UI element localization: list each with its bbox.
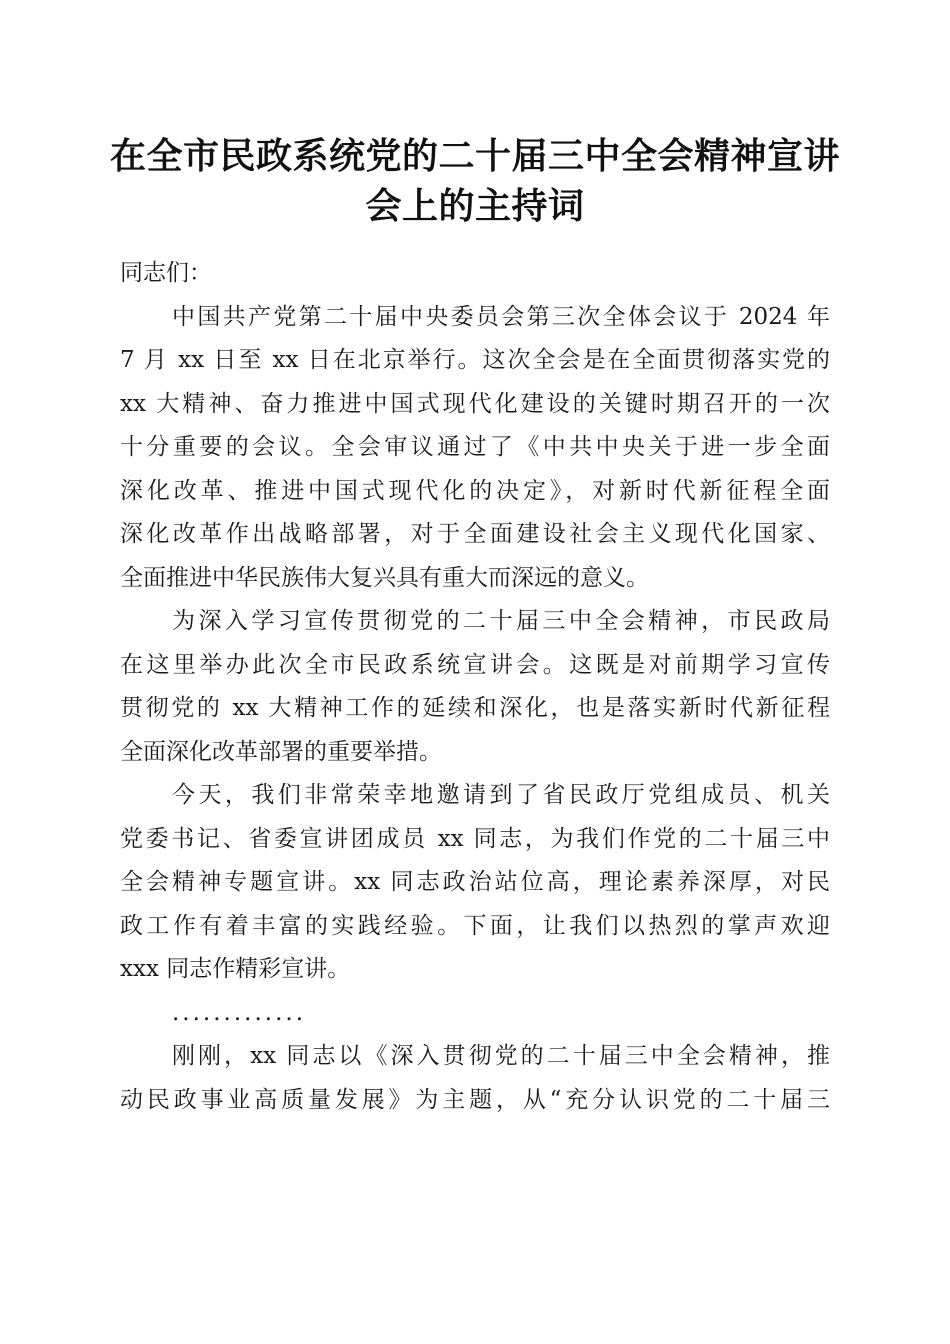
- paragraph-2: [120, 600, 830, 774]
- paragraph-line: 十分重要的会议。全会审议通过了《中共中央关于进一步全面: [120, 434, 830, 460]
- paragraph-line: 深化改革、推进中国式现代化的决定》，对新时代新征程全面: [120, 477, 830, 504]
- paragraph-line: 政工作有着丰富的实践经验。下面，让我们以热烈的掌声欢迎: [120, 912, 830, 939]
- paragraph-line: 贯彻党的 xx 大精神工作的延续和深化，也是落实新时代新征程: [120, 695, 830, 721]
- paragraph-line: 深化改革作出战略部署，对于全面建设社会主义现代化国家、: [120, 521, 830, 547]
- title-line: 在全市民政系统党的二十届三中全会精神宣讲: [109, 136, 840, 177]
- salutation: 同志们：: [120, 260, 212, 286]
- document-title: [100, 132, 850, 232]
- paragraph-line: 中国共产党第二十届中央委员会第三次全体会议于 2024 年: [172, 303, 830, 330]
- paragraph-line: 动民政事业高质量发展》为主题，从“充分认识党的二十届三: [120, 1086, 830, 1113]
- paragraph-line: 全会精神专题宣讲。xx 同志政治站位高，理论素养深厚，对民: [120, 869, 830, 895]
- paragraph-line: 全面推进中华民族伟大复兴具有重大而深远的意义。: [120, 564, 649, 591]
- ellipsis-separator: .............: [172, 999, 307, 1026]
- paragraph-line: 为深入学习宣传贯彻党的二十届三中全会精神，市民政局: [172, 608, 830, 634]
- paragraph-line: xxx 同志作精彩宣讲。: [120, 956, 351, 982]
- paragraph-1: [120, 296, 830, 601]
- paragraph-line: 在这里举办此次全市民政系统宣讲会。这既是对前期学习宣传: [120, 651, 830, 678]
- paragraph-4: [120, 1035, 830, 1122]
- paragraph-line: 党委书记、省委宣讲团成员 xx 同志，为我们作党的二十届三中: [120, 825, 830, 852]
- paragraph-3: [120, 774, 830, 992]
- paragraph-line: xx 大精神、奋力推进中国式现代化建设的关键时期召开的一次: [120, 390, 830, 417]
- title-line: 会上的主持词: [365, 186, 585, 227]
- paragraph-line: 今天，我们非常荣幸地邀请到了省民政厅党组成员、机关: [172, 782, 830, 808]
- document-body: [120, 252, 830, 1122]
- paragraph-line: 全面深化改革部署的重要举措。: [120, 738, 442, 765]
- paragraph-line: 刚刚，xx 同志以《深入贯彻党的二十届三中全会精神，推: [172, 1043, 830, 1069]
- paragraph-line: 7 月 xx 日至 xx 日在北京举行。这次全会是在全面贯彻落实党的: [120, 347, 830, 373]
